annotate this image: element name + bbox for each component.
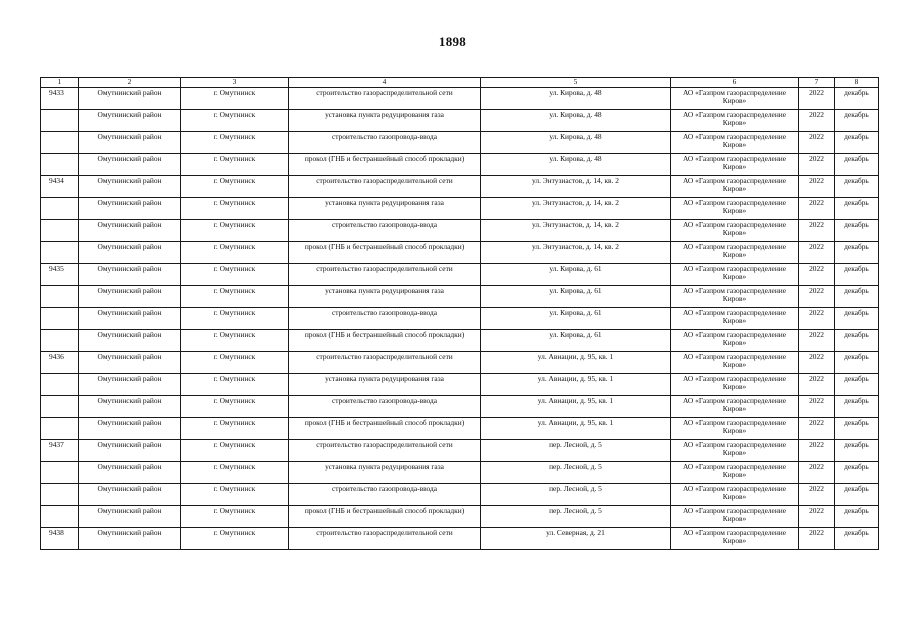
cell-address: ул. Кирова, д. 48 xyxy=(481,132,671,154)
table-row xyxy=(41,264,879,286)
cell-number xyxy=(41,484,79,506)
cell-district: Омутнинский район xyxy=(79,440,181,462)
cell-district: Омутнинский район xyxy=(79,110,181,132)
column-number-row xyxy=(41,78,879,88)
cell-address: ул. Авиации, д. 95, кв. 1 xyxy=(481,352,671,374)
cell-address: пер. Лесной, д. 5 xyxy=(481,440,671,462)
cell-address: ул. Кирова, д. 61 xyxy=(481,308,671,330)
cell-work-type: установка пункта редуцирования газа xyxy=(289,286,481,308)
cell-organization: АО «Газпром газораспределение Киров» xyxy=(671,308,799,330)
cell-year: 2022 xyxy=(799,352,835,374)
cell-year: 2022 xyxy=(799,506,835,528)
cell-year: 2022 xyxy=(799,418,835,440)
cell-month: декабрь xyxy=(835,330,879,352)
cell-number xyxy=(41,418,79,440)
column-header: 8 xyxy=(835,78,879,88)
column-header: 4 xyxy=(289,78,481,88)
cell-work-type: установка пункта редуцирования газа xyxy=(289,374,481,396)
cell-address: пер. Лесной, д. 5 xyxy=(481,484,671,506)
cell-number xyxy=(41,242,79,264)
table-row xyxy=(41,242,879,264)
table-row xyxy=(41,176,879,198)
cell-month: декабрь xyxy=(835,308,879,330)
cell-year: 2022 xyxy=(799,176,835,198)
cell-number xyxy=(41,220,79,242)
column-header: 7 xyxy=(799,78,835,88)
column-header: 5 xyxy=(481,78,671,88)
cell-district: Омутнинский район xyxy=(79,528,181,550)
cell-organization: АО «Газпром газораспределение Киров» xyxy=(671,242,799,264)
table-row xyxy=(41,110,879,132)
cell-district: Омутнинский район xyxy=(79,176,181,198)
cell-work-type: строительство газопровода-ввода xyxy=(289,484,481,506)
cell-year: 2022 xyxy=(799,132,835,154)
cell-organization: АО «Газпром газораспределение Киров» xyxy=(671,462,799,484)
cell-work-type: строительство газораспределительной сети xyxy=(289,352,481,374)
column-header: 1 xyxy=(41,78,79,88)
cell-number xyxy=(41,308,79,330)
cell-year: 2022 xyxy=(799,220,835,242)
cell-month: декабрь xyxy=(835,198,879,220)
cell-number xyxy=(41,286,79,308)
table-row xyxy=(41,154,879,176)
cell-organization: АО «Газпром газораспределение Киров» xyxy=(671,176,799,198)
cell-district: Омутнинский район xyxy=(79,352,181,374)
cell-organization: АО «Газпром газораспределение Киров» xyxy=(671,352,799,374)
cell-town: г. Омутнинск xyxy=(181,440,289,462)
cell-number: 9436 xyxy=(41,352,79,374)
cell-address: ул. Северная, д. 21 xyxy=(481,528,671,550)
cell-year: 2022 xyxy=(799,330,835,352)
table-row xyxy=(41,88,879,110)
cell-year: 2022 xyxy=(799,396,835,418)
cell-town: г. Омутнинск xyxy=(181,418,289,440)
cell-work-type: строительство газораспределительной сети xyxy=(289,440,481,462)
cell-district: Омутнинский район xyxy=(79,484,181,506)
cell-number: 9437 xyxy=(41,440,79,462)
cell-town: г. Омутнинск xyxy=(181,176,289,198)
cell-work-type: строительство газораспределительной сети xyxy=(289,528,481,550)
cell-address: пер. Лесной, д. 5 xyxy=(481,506,671,528)
cell-organization: АО «Газпром газораспределение Киров» xyxy=(671,418,799,440)
table-row xyxy=(41,132,879,154)
cell-year: 2022 xyxy=(799,308,835,330)
table-row xyxy=(41,374,879,396)
data-table xyxy=(40,77,879,550)
cell-month: декабрь xyxy=(835,132,879,154)
cell-address: ул. Кирова, д. 61 xyxy=(481,330,671,352)
table-body xyxy=(41,88,879,550)
cell-year: 2022 xyxy=(799,110,835,132)
table-row xyxy=(41,220,879,242)
cell-organization: АО «Газпром газораспределение Киров» xyxy=(671,484,799,506)
cell-address: ул. Авиации, д. 95, кв. 1 xyxy=(481,374,671,396)
cell-address: ул. Энтузиастов, д. 14, кв. 2 xyxy=(481,242,671,264)
table-row xyxy=(41,352,879,374)
cell-town: г. Омутнинск xyxy=(181,528,289,550)
cell-year: 2022 xyxy=(799,154,835,176)
cell-town: г. Омутнинск xyxy=(181,286,289,308)
cell-organization: АО «Газпром газораспределение Киров» xyxy=(671,264,799,286)
cell-address: ул. Кирова, д. 61 xyxy=(481,286,671,308)
cell-town: г. Омутнинск xyxy=(181,132,289,154)
column-header: 6 xyxy=(671,78,799,88)
cell-month: декабрь xyxy=(835,88,879,110)
cell-address: ул. Авиации, д. 95, кв. 1 xyxy=(481,418,671,440)
cell-town: г. Омутнинск xyxy=(181,330,289,352)
cell-town: г. Омутнинск xyxy=(181,308,289,330)
cell-district: Омутнинский район xyxy=(79,286,181,308)
column-header: 3 xyxy=(181,78,289,88)
cell-address: ул. Энтузиастов, д. 14, кв. 2 xyxy=(481,176,671,198)
cell-number xyxy=(41,374,79,396)
cell-work-type: установка пункта редуцирования газа xyxy=(289,110,481,132)
cell-organization: АО «Газпром газораспределение Киров» xyxy=(671,286,799,308)
cell-year: 2022 xyxy=(799,462,835,484)
cell-address: пер. Лесной, д. 5 xyxy=(481,462,671,484)
cell-year: 2022 xyxy=(799,88,835,110)
cell-number: 9433 xyxy=(41,88,79,110)
cell-town: г. Омутнинск xyxy=(181,88,289,110)
cell-district: Омутнинский район xyxy=(79,396,181,418)
cell-month: декабрь xyxy=(835,440,879,462)
cell-organization: АО «Газпром газораспределение Киров» xyxy=(671,506,799,528)
cell-town: г. Омутнинск xyxy=(181,396,289,418)
table-row xyxy=(41,462,879,484)
cell-town: г. Омутнинск xyxy=(181,374,289,396)
cell-month: декабрь xyxy=(835,506,879,528)
cell-work-type: строительство газораспределительной сети xyxy=(289,88,481,110)
cell-address: ул. Энтузиастов, д. 14, кв. 2 xyxy=(481,198,671,220)
cell-work-type: прокол (ГНБ и бестраншейный способ прокладки) xyxy=(289,242,481,264)
cell-work-type: строительство газопровода-ввода xyxy=(289,220,481,242)
cell-work-type: строительство газопровода-ввода xyxy=(289,396,481,418)
cell-work-type: установка пункта редуцирования газа xyxy=(289,462,481,484)
cell-month: декабрь xyxy=(835,154,879,176)
cell-month: декабрь xyxy=(835,264,879,286)
cell-month: декабрь xyxy=(835,396,879,418)
cell-address: ул. Кирова, д. 48 xyxy=(481,110,671,132)
cell-work-type: строительство газопровода-ввода xyxy=(289,132,481,154)
cell-work-type: прокол (ГНБ и бестраншейный способ прокладки) xyxy=(289,330,481,352)
cell-year: 2022 xyxy=(799,198,835,220)
cell-work-type: строительство газопровода-ввода xyxy=(289,308,481,330)
cell-address: ул. Энтузиастов, д. 14, кв. 2 xyxy=(481,220,671,242)
cell-district: Омутнинский район xyxy=(79,220,181,242)
cell-month: декабрь xyxy=(835,418,879,440)
cell-district: Омутнинский район xyxy=(79,330,181,352)
table-row xyxy=(41,506,879,528)
cell-work-type: прокол (ГНБ и бестраншейный способ прокладки) xyxy=(289,418,481,440)
cell-district: Омутнинский район xyxy=(79,264,181,286)
cell-town: г. Омутнинск xyxy=(181,484,289,506)
cell-month: декабрь xyxy=(835,374,879,396)
cell-number: 9438 xyxy=(41,528,79,550)
cell-address: ул. Кирова, д. 61 xyxy=(481,264,671,286)
cell-town: г. Омутнинск xyxy=(181,154,289,176)
cell-number xyxy=(41,462,79,484)
cell-town: г. Омутнинск xyxy=(181,506,289,528)
cell-number: 9435 xyxy=(41,264,79,286)
cell-district: Омутнинский район xyxy=(79,198,181,220)
cell-town: г. Омутнинск xyxy=(181,352,289,374)
cell-year: 2022 xyxy=(799,440,835,462)
cell-district: Омутнинский район xyxy=(79,462,181,484)
cell-town: г. Омутнинск xyxy=(181,110,289,132)
cell-work-type: прокол (ГНБ и бестраншейный способ прокладки) xyxy=(289,154,481,176)
cell-town: г. Омутнинск xyxy=(181,264,289,286)
cell-district: Омутнинский район xyxy=(79,132,181,154)
cell-work-type: установка пункта редуцирования газа xyxy=(289,198,481,220)
table-row xyxy=(41,198,879,220)
cell-month: декабрь xyxy=(835,110,879,132)
cell-town: г. Омутнинск xyxy=(181,242,289,264)
cell-organization: АО «Газпром газораспределение Киров» xyxy=(671,330,799,352)
cell-number xyxy=(41,132,79,154)
cell-number xyxy=(41,154,79,176)
table-row xyxy=(41,308,879,330)
column-header: 2 xyxy=(79,78,181,88)
cell-address: ул. Кирова, д. 48 xyxy=(481,154,671,176)
cell-number xyxy=(41,330,79,352)
cell-year: 2022 xyxy=(799,374,835,396)
cell-month: декабрь xyxy=(835,242,879,264)
cell-town: г. Омутнинск xyxy=(181,220,289,242)
cell-month: декабрь xyxy=(835,176,879,198)
cell-district: Омутнинский район xyxy=(79,506,181,528)
cell-number xyxy=(41,198,79,220)
table-row xyxy=(41,484,879,506)
cell-organization: АО «Газпром газораспределение Киров» xyxy=(671,220,799,242)
cell-town: г. Омутнинск xyxy=(181,198,289,220)
table-row xyxy=(41,440,879,462)
cell-number xyxy=(41,110,79,132)
cell-district: Омутнинский район xyxy=(79,308,181,330)
cell-organization: АО «Газпром газораспределение Киров» xyxy=(671,132,799,154)
cell-organization: АО «Газпром газораспределение Киров» xyxy=(671,88,799,110)
table-row xyxy=(41,418,879,440)
cell-month: декабрь xyxy=(835,528,879,550)
cell-year: 2022 xyxy=(799,286,835,308)
table-row xyxy=(41,286,879,308)
cell-town: г. Омутнинск xyxy=(181,462,289,484)
table-row xyxy=(41,330,879,352)
cell-number xyxy=(41,396,79,418)
cell-month: декабрь xyxy=(835,484,879,506)
cell-year: 2022 xyxy=(799,242,835,264)
cell-organization: АО «Газпром газораспределение Киров» xyxy=(671,110,799,132)
table-row xyxy=(41,396,879,418)
cell-district: Омутнинский район xyxy=(79,242,181,264)
cell-year: 2022 xyxy=(799,264,835,286)
cell-organization: АО «Газпром газораспределение Киров» xyxy=(671,528,799,550)
cell-month: декабрь xyxy=(835,352,879,374)
cell-year: 2022 xyxy=(799,484,835,506)
cell-month: декабрь xyxy=(835,220,879,242)
cell-year: 2022 xyxy=(799,528,835,550)
cell-organization: АО «Газпром газораспределение Киров» xyxy=(671,198,799,220)
cell-organization: АО «Газпром газораспределение Киров» xyxy=(671,440,799,462)
cell-month: декабрь xyxy=(835,286,879,308)
cell-district: Омутнинский район xyxy=(79,88,181,110)
cell-work-type: строительство газораспределительной сети xyxy=(289,264,481,286)
cell-district: Омутнинский район xyxy=(79,374,181,396)
table-row xyxy=(41,528,879,550)
cell-district: Омутнинский район xyxy=(79,418,181,440)
cell-work-type: прокол (ГНБ и бестраншейный способ прокладки) xyxy=(289,506,481,528)
cell-number: 9434 xyxy=(41,176,79,198)
cell-organization: АО «Газпром газораспределение Киров» xyxy=(671,154,799,176)
cell-address: ул. Авиации, д. 95, кв. 1 xyxy=(481,396,671,418)
cell-month: декабрь xyxy=(835,462,879,484)
cell-number xyxy=(41,506,79,528)
cell-work-type: строительство газораспределительной сети xyxy=(289,176,481,198)
cell-organization: АО «Газпром газораспределение Киров» xyxy=(671,396,799,418)
cell-district: Омутнинский район xyxy=(79,154,181,176)
cell-address: ул. Кирова, д. 48 xyxy=(481,88,671,110)
cell-organization: АО «Газпром газораспределение Киров» xyxy=(671,374,799,396)
page-number: 1898 xyxy=(438,34,467,49)
